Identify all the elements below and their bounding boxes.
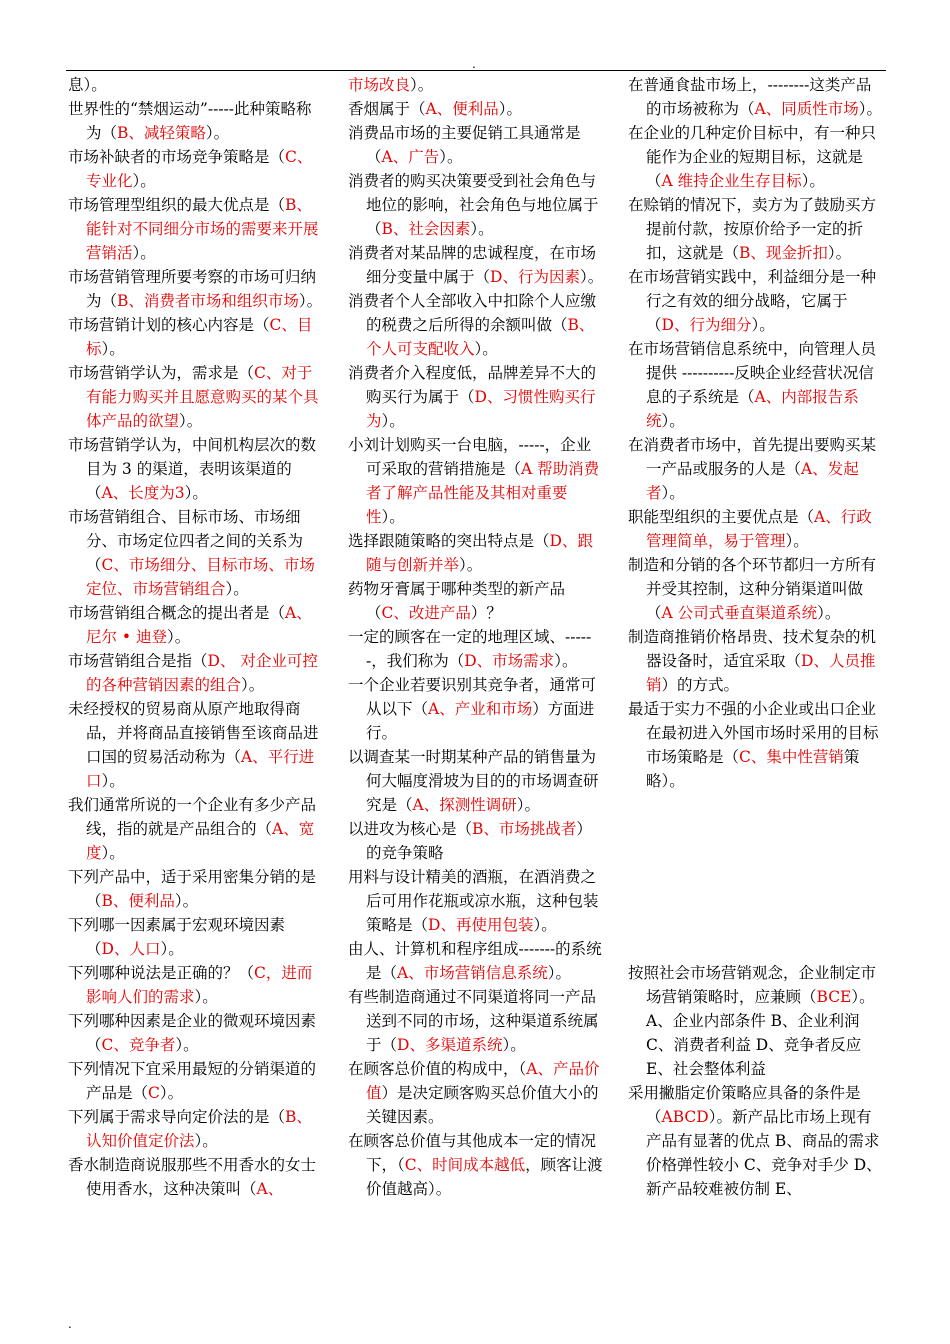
question-text: 用料与设计精美的酒瓶，在酒消费之后可用作花瓶或凉水瓶，这种包装策略是（ [348,868,599,934]
answer-text: 市场改良 [348,76,411,94]
answer-text: D、跟随与创新并举 [366,532,593,574]
question-item [628,433,884,505]
question-tail: ）。 [132,244,156,262]
question-tail: ）。 [194,988,218,1006]
question-item [68,649,326,697]
question-text: 在顾客总价值与其他成本一定的情况下，（ [348,1132,597,1174]
question-tail: ）。 [661,484,685,502]
question-tail: ）。 [101,772,125,790]
answer-text: A、产品价值 [366,1060,600,1102]
answer-text: ABCD [661,1108,709,1126]
answer-text: A、同质性市场 [754,100,859,118]
question-tail: ）。 [167,628,191,646]
column-2 [348,73,606,1201]
answer-text: C、专业化 [86,148,313,190]
question-item [348,673,606,745]
question-item [348,937,606,985]
question-tail: ）。 [502,1036,526,1054]
answer-text: D、习惯性购买行为 [366,388,596,430]
question-text: 以调查某一时期某种产品的销售量为何大幅度滑坡为目的的市场调查研究是（ [348,748,599,814]
question-tail: 策略）。 [646,748,860,790]
question-item [68,1105,326,1153]
question-text: 我们通常所说的一个企业有多少产品线，指的就是产品组合的（ [68,796,317,838]
question-text: 在普通食盐市场上，--------这类产品的市场被称为（ [628,76,872,118]
answer-text: A、尼尔 • 迪登 [86,604,312,646]
question-tail: ）。 [381,508,405,526]
question-text: 以进攻为核心是（ [348,820,473,838]
question-tail: ）。 [661,412,685,430]
question-tail: ）。 [554,652,578,670]
answer-text: A、市场营销信息系统 [397,964,548,982]
question-tail: ）。 [801,172,825,190]
header-rule [66,70,886,71]
question-tail: ）。 [827,244,852,262]
question-item [628,697,884,793]
question-text: 市场营销学认为，需求是（ [68,364,255,382]
answer-text: A、产业和市场 [428,700,533,718]
answer-text: D、多渠道系统 [397,1036,503,1054]
question-text: 香水制造商说服那些不用香水的女士使用香水，这种决策叫（ [68,1156,317,1198]
question-item [68,433,326,505]
question-tail: ）。 [175,1036,199,1054]
answer-text: C、市场细分、目标市场、市场定位、市场营销组合 [86,556,315,598]
question-tail: ）。 [184,484,208,502]
question-text: 在企业的几种定价目标中，有一种只能作为企业的短期目标，这就是（ [628,124,877,190]
question-tail: ）。 [858,100,882,118]
question-text: 市场营销组合、目标市场、市场细分、市场定位四者之间的关系为（ [68,508,304,574]
question-text: 职能型组织的主要优点是（ [628,508,815,526]
question-tail: ）。新产品比市场上现有产品有显著的优点 B、商品的需求价格弹性较小 C、竞争对手少 D、新产品较难被仿制 E、 [646,1108,882,1198]
question-tail: ）的方式。 [661,676,740,694]
question-tail: ）的竞争策略 [366,820,592,862]
question-text: 下列产品中，适于采用密集分销的是（ [68,868,317,910]
question-text: 市场营销管理所要考察的市场可归纳为（ [68,268,317,310]
question-text: 息）。 [68,76,107,94]
question-item [628,121,884,193]
question-item [348,97,606,121]
question-item [68,913,326,961]
answer-text: B、认知价值定价法 [86,1108,312,1150]
question-item [68,1057,326,1105]
question-tail: ）。 [459,556,483,574]
question-text: 最适于实力不强的小企业或出口企业在最初进入外国市场时采用的目标市场策略是（ [628,700,879,766]
answer-text: B、现金折扣 [739,244,828,262]
question-tail: ）。 [194,1132,218,1150]
answer-text: D、人员推销 [646,652,876,694]
question-text: 按照社会市场营销观念，企业制定市场营销策略时，应兼顾（ [628,964,877,1006]
question-tail: ）。 [410,76,434,94]
question-item [68,865,326,913]
footer-mark: . [68,1317,72,1331]
question-text: 世界性的“禁烟运动”-----此种策略称为（ [68,100,312,142]
answer-text: D、 对企业可控的各种营销因素的组合 [86,652,318,694]
question-item [628,73,884,121]
question-item [348,433,606,529]
question-text: 在顾客总价值的构成中，（ [348,1060,527,1078]
question-item [68,793,326,865]
answer-text: A、宽度 [86,820,315,862]
question-item [68,505,326,601]
question-text: 有些制造商通过不同渠道将同一产品送到不同的市场，这种渠道系统属于（ [348,988,599,1054]
question-item [348,529,606,577]
answer-text: A、内部报告系统 [646,388,859,430]
question-text: 消费品市场的主要促销工具通常是（ [348,124,581,166]
question-text: 市场营销学认为，中间机构层次的数目为 3 的渠道，表明该渠道的（ [68,436,317,502]
question-item [348,361,606,433]
question-item [628,265,884,337]
header-mark: . [472,57,476,71]
question-text: 下列情况下宜采用最短的分销渠道的产品是（ [68,1060,317,1102]
question-text: 选择跟随策略的突出特点是（ [348,532,550,550]
question-tail: ）。 [241,676,265,694]
question-text: 下列哪一因素属于宏观环境因素（ [68,916,286,958]
question-item [628,505,884,553]
question-item [348,625,606,673]
question-tail: ）是决定顾客购买总价值大小的关键因素。 [366,1084,599,1126]
question-tail: ）。 [817,604,841,622]
column-1 [68,73,326,1201]
answer-text: D、行为因素 [490,268,580,286]
answer-text: A、平行进口 [86,748,315,790]
question-item [68,313,326,361]
question-tail: ）。 [579,268,604,286]
question-tail: ）。 [439,148,463,166]
question-item [68,697,326,793]
question-text: 小刘计划购买一台电脑，-----，企业可采取的营销措施是（ [348,436,592,478]
answer-text: B、市场挑战者 [472,820,577,838]
question-text: 消费者对某品牌的忠诚程度，在市场细分变量中属于（ [348,244,597,286]
question-item [348,865,606,937]
question-item [348,745,606,817]
question-tail: ）。 [174,892,199,910]
question-item [348,241,606,289]
question-item [628,961,884,1081]
question-text: 制造商推销价格昂贵、技术复杂的机器设备时，适宜采取（ [628,628,877,670]
question-tail: ）。A、企业内部条件 B、企业利润 C、消费者利益 D、竞争者反应 E、社会整体利益 [646,988,875,1078]
column-3 [628,73,884,793]
question-tail: ）。 [751,316,775,334]
question-text: 在消费者市场中，首先提出要购买某一产品或服务的人是（ [628,436,877,478]
question-tail: ）。 [160,940,184,958]
answer-text: A、 [256,1180,284,1198]
answer-text: BCE [816,988,852,1006]
answer-text: D、行为细分 [661,316,752,334]
answer-text: C、对于有能力购买并且愿意购买的某个具体产品的欲望 [86,364,319,430]
question-tail: ）。 [474,340,498,358]
question-item [348,289,606,361]
question-item [68,601,326,649]
question-text: 下列哪种说法是正确的？（ [68,964,255,982]
question-item [628,625,884,697]
question-item [348,121,606,169]
question-text: 采用撇脂定价策略应具备的条件是（ [628,1084,861,1126]
question-tail: ）。 [132,172,156,190]
question-tail: ，顾客让渡价值越高）。 [366,1156,603,1198]
question-item [628,553,884,625]
answer-text: C [148,1084,160,1102]
answer-text: A、长度为3 [101,484,185,502]
question-text: 在赊销的情况下，卖方为了鼓励买方提前付款，按原价给予一定的折扣，这就是（ [628,196,877,262]
question-tail: ）方面进行。 [366,700,595,742]
question-text: 药物牙膏属于哪种类型的新产品（ [348,580,566,622]
question-text: 在市场营销信息系统中，向管理人员提供 ----------反映企业经营状况信息的子系统是（ [628,340,877,406]
question-text: 在市场营销实践中，利益细分是一种行之有效的细分战略，它属于（ [628,268,877,334]
question-tail: ）。 [205,124,230,142]
question-text: 香烟属于（ [348,100,426,118]
answer-text: B、能针对不同细分市场的需要来开展营销活 [86,196,319,262]
answer-text: A、便利品 [425,100,499,118]
question-tail: ）。 [298,292,323,310]
question-item [68,361,326,433]
answer-text: B、社会因素 [381,220,471,238]
question-text: 一个企业若要识别其竞争者，通常可从以下（ [348,676,597,718]
question-item [348,817,606,865]
question-tail: ）。 [470,220,494,238]
question-text: 下列属于需求导向定价法的是（ [68,1108,286,1126]
question-tail: ）。 [225,580,249,598]
answer-text: A 公司式垂直渠道系统 [661,604,818,622]
answer-text: C、竞争者 [101,1036,176,1054]
question-item [348,169,606,241]
question-item [68,265,326,313]
question-text: 由人、计算机和程序组成-------的系统是（ [348,940,602,982]
answer-text: C、集中性营销 [739,748,844,766]
question-item [348,1057,606,1129]
answer-text: C、目标 [86,316,313,358]
answer-text: C、改进产品 [381,604,471,622]
question-item [68,145,326,193]
answer-text: B、减轻策略 [117,124,206,142]
question-text: 市场营销计划的核心内容是（ [68,316,270,334]
question-text: 下列哪种因素是企业的微观环境因素（ [68,1012,317,1054]
question-item [348,1129,606,1201]
question-item [348,985,606,1057]
answer-text: B、消费者市场和组织市场 [117,292,299,310]
answer-text: A、探测性调研 [412,796,517,814]
answer-text: A、广告 [381,148,440,166]
question-item [628,337,884,433]
answer-text: B、便利品 [101,892,175,910]
question-text: 市场管理型组织的最大优点是（ [68,196,286,214]
question-item [68,97,326,145]
question-item [348,577,606,625]
question-text: 消费者介入程度低，品牌差异不大的购买行为属于（ [348,364,597,406]
answer-text: A 帮助消费者了解产品性能及其相对重要性 [366,460,600,526]
answer-text: C，进而影响人们的需求 [86,964,313,1006]
question-tail: ）。 [498,100,522,118]
question-text: 市场营销组合概念的提出者是（ [68,604,286,622]
question-tail: ）。 [785,532,809,550]
question-text: 市场营销组合是指（ [68,652,208,670]
question-item [68,193,326,265]
question-tail: ）。 [159,1084,184,1102]
answer-text: C、时间成本越低 [404,1156,526,1174]
question-tail: ）？ [470,604,502,622]
answer-text: B、个人可支配收入 [366,316,595,358]
question-item [68,1009,326,1057]
column-3-lower [628,961,884,1201]
question-item [68,961,326,1009]
answer-text: A、行政管理简单，易于管理 [646,508,872,550]
question-item [348,73,606,97]
question-item [628,193,884,265]
answer-text: D、市场需求 [464,652,555,670]
question-item [68,73,326,97]
question-text: 市场补缺者的市场竞争策略是（ [68,148,286,166]
question-text: 消费者的购买决策要受到社会角色与地位的影响，社会角色与地位属于（ [348,172,599,238]
answer-text: D、再使用包装 [428,916,534,934]
question-text: 一定的顾客在一定的地理区域、------，我们称为（ [348,628,592,670]
answer-text: A 维持企业生存目标 [661,172,802,190]
question-tail: ）。 [516,796,540,814]
question-text: 制造和分销的各个环节都归一方所有并受其控制，这种分销渠道叫做（ [628,556,877,622]
answer-text: D、人口 [101,940,161,958]
question-tail: ）。 [547,964,571,982]
answer-text: A、发起者 [646,460,859,502]
question-item [68,1153,326,1201]
question-tail: ）。 [179,412,203,430]
question-text: 未经授权的贸易商从原产地取得商品，并将商品直接销售至该商品进口国的贸易活动称为（ [68,700,319,766]
question-tail: ）。 [533,916,557,934]
question-tail: ）。 [101,844,125,862]
question-tail: ）。 [101,340,125,358]
question-text: 消费者个人全部收入中扣除个人应缴的税费之后所得的余额叫做（ [348,292,597,334]
question-item [628,1081,884,1201]
question-tail: ）。 [381,412,405,430]
